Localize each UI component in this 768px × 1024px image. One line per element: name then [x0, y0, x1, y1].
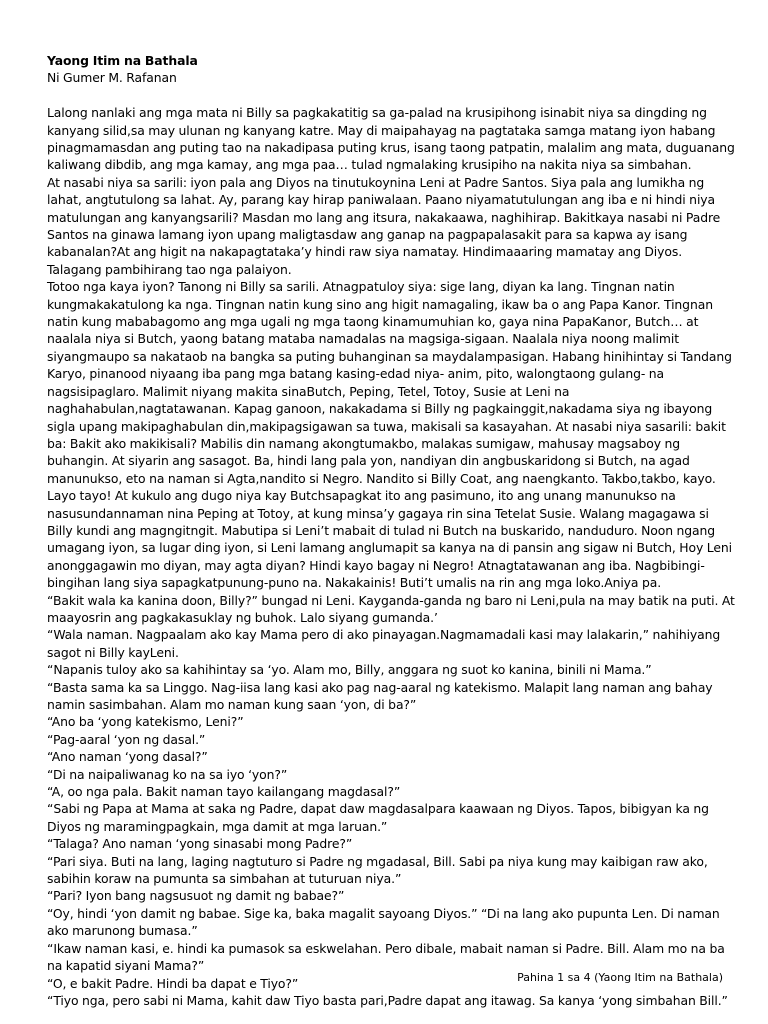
paragraph: “Pari siya. Buti na lang, laging nagtuturo si Padre ng mgadasal, Bill. Sabi pa niya kung may kaibigan raw ako, sabihin koraw na pumunta sa simbahan at tuturuan niya.” [47, 853, 708, 887]
paragraph: “Napanis tuloy ako sa kahihintay sa ‘yo. Alam mo, Billy, anggara ng suot ko kanina, binili ni Mama.” [47, 662, 652, 678]
paragraph: “Di na naipaliwanag ko na sa iyo ‘yon?” [47, 766, 288, 782]
paragraph: “Bakit wala ka kanina doon, Billy?” bungad ni Leni. Kayganda-ganda ng baro ni Leni,pula na may batik na puti. At maayosrin ang pagkakasuklay ng buhok. Lalo siyang gumanda.’ [47, 592, 735, 625]
paragraph: “Tiyo nga, pero sabi ni Mama, kahit daw Tiyo basta pari,Padre dapat ang itawag. Sa kanya ‘yong simbahan Bill.” [47, 992, 728, 1008]
page-footer: Pahina 1 sa 4 (Yaong Itim na Bathala) [517, 971, 723, 984]
paragraph: “Ikaw naman kasi, e. hindi ka pumasok sa eskwelahan. Pero dibale, mabait naman si Padre. Bill. Alam mo na ba na kapatid siyani Mama?” [47, 940, 725, 974]
document-body [47, 52, 737, 1009]
story-title: Yaong Itim na Bathala [47, 53, 198, 68]
paragraph: “Oy, hindi ‘yon damit ng babae. Sige ka, baka magalit sayoang Diyos.” “Di na lang ako pupunta Len. Di naman ako marunong bumasa.” [47, 905, 720, 939]
paragraph: “Basta sama ka sa Linggo. Nag-iisa lang kasi ako pag nag-aaral ng katekismo. Malapit lang naman ang bahay namin sasimbahan. Alam mo naman kung saan ‘yon, di ba?” [47, 679, 713, 713]
paragraph: “Pag-aaral ‘yon ng dasal.” [47, 731, 206, 747]
paragraph: At nasabi niya sa sarili: iyon pala ang Diyos na tinutukoynina Leni at Padre Santos. Siya pala ang lumikha ng lahat, angtutulong sa lahat. Ay, parang kay hirap paniwalaan. Paano niyamatutulungan ang iba e ni hindi niya matulungan ang kanyangsarili? Masdan mo lang ang itsura, nakakaawa, naghihirap. Bakitkaya nasabi ni Padre Santos na ginawa lamang iyon upang maligtasdaw ang ganap na pagpapalasakit para sa kapwa ay isang kabanalan?At ang higit na nakapagtataka’y hindi raw siya namatay. Hindimaaaring mamatay ang Diyos. Talagang pambihirang tao nga palaiyon. [47, 174, 721, 277]
paragraph: Lalong nanlaki ang mga mata ni Billy sa pagkakatitig sa ga-palad na krusipihong isinabit niya sa dingding ng kanyang silid,sa may ulunan ng kanyang katre. May di maipahayag na pagtataka samga matang iyon habang pinagmamasdan ang puting tao na nakadipasa puting krus, isang taong patpatin, malalim ang mata, duguanang kaliwang dibdib, ang mga kamay, ang mga paa… tulad ngmalaking krusipiho na nakita niya sa simbahan. [47, 105, 735, 173]
paragraph: “Sabi ng Papa at Mama at saka ng Padre, dapat daw magdasalpara kaawaan ng Diyos. Tapos, bibigyan ka ng Diyos ng maramingpagkain, mga damit at mga laruan.” [47, 801, 709, 834]
paragraph: “O, e bakit Padre. Hindi ba dapat e Tiyo?” [47, 975, 299, 991]
paragraph: “Ano ba ‘yong katekismo, Leni?” [47, 714, 244, 730]
paragraph: “Wala naman. Nagpaalam ako kay Mama pero di ako pinayagan.Nagmamadali kasi may lalakarin,” nahihiyang sagot ni Billy kayLeni. [47, 627, 721, 660]
paragraph: “A, oo nga pala. Bakit naman tayo kailangang magdasal?” [47, 784, 401, 800]
paragraph: Totoo nga kaya iyon? Tanong ni Billy sa sarili. Atnagpatuloy siya: sige lang, diyan ka lang. Tingnan natin kungmakakatulong ka nga. Tingnan natin kung sino ang higit namagaling, ikaw ba o ang Papa Kanor. Tingnan natin kung mababagomo ang mga ugali ng mga taong kinamumuhian ko, gaya nina PapaKanor, Butch… at naalala niya si Butch, yaong batang mataba namadalas na magsiga-sigaan. Naalala niya noong malimit siyangmaupo sa nakataob na bangka sa puting buhanginan sa maydalampasigan. Habang hinihintay si Tandang Karyo, pinanood niyaang iba pang mga batang kasing-edad niya- anim, pito, walongtaong gulang- na nagsisipaglaro. Malimit niyang makita sinaButch, Peping, Tetel, Totoy, Susie at Leni na naghahabulan,nagtatawanan. Kapag ganoon, nakakadama si Billy ng pagkainggit,nakadama siya ng ibayong sigla upang makipaghabulan din,makipagsigawan sa tuwa, makisali sa kasayahan. At nasabi niya sasarili: bakit ba: Bakit ako makikisali? Mabilis din namang akongtumakbo, malakas sumigaw, mahusay magsaboy ng buhangin. At siyarin ang sasagot. Ba, hindi lang pala yon, nandiyan din angbuskaridong si Butch, na agad manunukso, eto na naman si Agta,nandito si Negro. Nandito si Billy Coat, ang naengkanto. Takbo,takbo, kayo. Layo tayo! At kukulo ang dugo niya kay Butchsapagkat ito ang pasimuno, ito ang unang manunukso na nasusundannaman nina Peping at Totoy, at kung minsa’y gagaya rin sina Tetelat Susie. Walang magagawa si Billy kundi ang magngitngit. Mabutipa si Leni’t mabait di tulad ni Butch na buskarido, nanduduro. Noon ngang umagang iyon, sa lugar ding iyon, si Leni lamang anglumapit sa kanya na di pansin ang sigaw ni Butch, Hoy Leni anonggagawin mo diyan, may agta diyan? Hindi kayo bagay ni Negro! Atnagtatawanan ang iba. Nagbibingi-bingihan lang siya sapagkatpunung-puno na. Nakakainis! Buti’t umalis na rin ang mga loko.Aniya pa. [47, 279, 732, 591]
paragraph: “Pari? Iyon bang nagsusuot ng damit ng babae?” [47, 888, 345, 904]
story-author: Ni Gumer M. Rafanan [47, 70, 177, 86]
paragraph: “Talaga? Ano naman ‘yong sinasabi mong Padre?” [47, 836, 353, 852]
paragraph: “Ano naman ‘yong dasal?” [47, 749, 208, 765]
